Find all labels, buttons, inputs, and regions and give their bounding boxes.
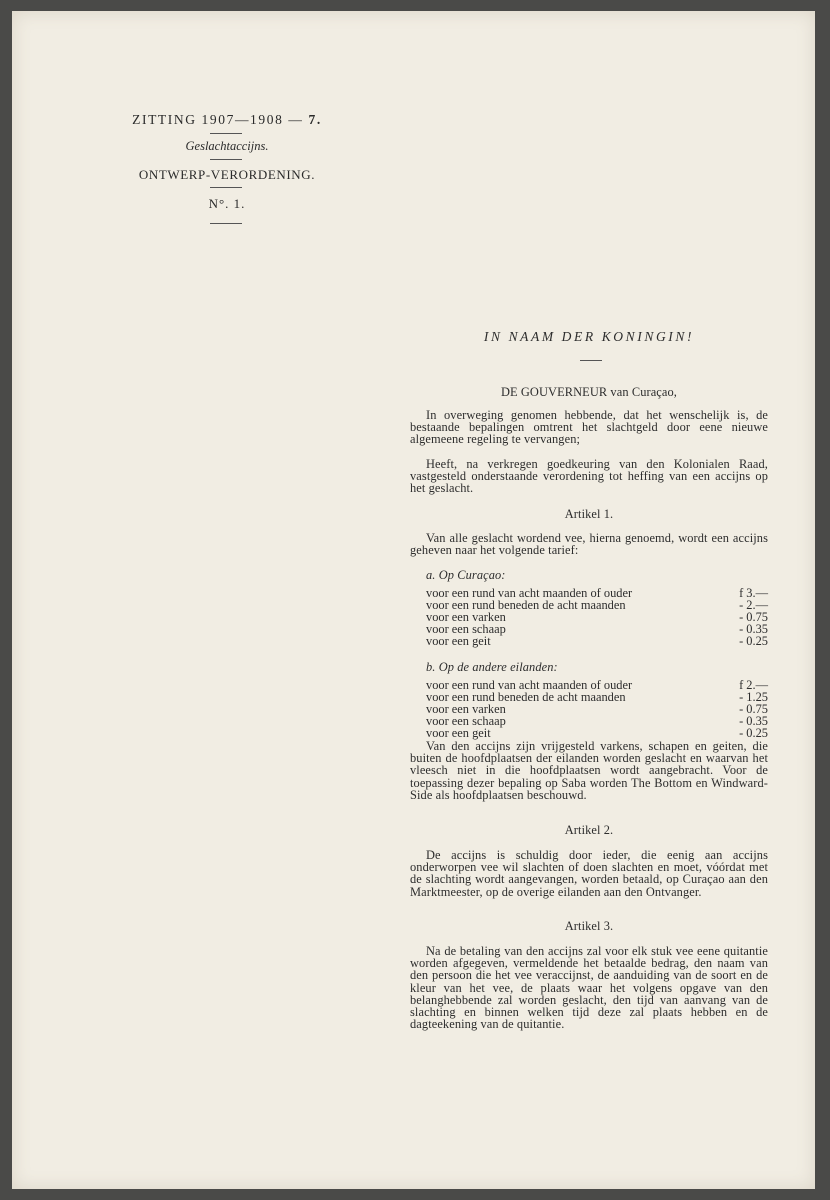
document-page (12, 11, 815, 1189)
invocation-heading: IN NAAM DER KONINGIN! (483, 329, 695, 344)
tariff-amount: - 0.25 (739, 726, 768, 740)
article-heading: Artikel 1. (564, 507, 614, 521)
preamble-paragraph: In overweging genomen hebbende, dat het wenschelijk is, de bestaande bepalingen omtrent het slachtgeld door eene nieuwe algemeene regeling te vervangen; (410, 408, 768, 447)
tariff-item: voor een varken (426, 610, 506, 624)
divider (210, 159, 242, 160)
tariff-amount: f 3.— (739, 586, 768, 600)
session-number: 7. (308, 112, 322, 127)
session-label: ZITTING 1907—1908 (132, 112, 284, 127)
tariff-section-label: b. Op de andere eilanden: (426, 660, 558, 674)
exemption-paragraph: Van den accijns zijn vrijgesteld varkens, schapen en geiten, die buiten de hoofdplaatsen der eilanden worden geslacht en waarvan het vleesch niet in die hoofdplaatsen wordt aangebracht. Voor de toepassing dezer bepaling op Saba worden The Bottom en Windward-Side als hoofdplaatsen beschouwd. (410, 739, 768, 802)
tariff-item: voor een rund beneden de acht maanden (426, 690, 626, 704)
tariff-amount: - 0.75 (739, 702, 768, 716)
tariff-amount: f 2.— (739, 678, 768, 692)
divider (210, 223, 242, 224)
divider (580, 360, 602, 361)
tariff-amount: - 0.25 (739, 634, 768, 648)
article-paragraph: Na de betaling van den accijns zal voor elk stuk vee eene quitantie worden afgegeven, vermeldende het betaalde bedrag, den naam van den persoon die het vee veraccijnst, de aanduiding van de soort en de kleur van het vee, de plaats waar het volgens opgave van den belanghebbende zal worden geslacht, den tijd van aanvang van de slachting en binnen welken tijd deze zal plaats hebben en de dagteekening van de quitantie. (410, 944, 768, 1032)
tariff-item: voor een schaap (426, 622, 506, 636)
tariff-item: voor een geit (426, 726, 491, 740)
tariff-section-label: a. Op Curaçao: (426, 568, 506, 582)
tariff-item: voor een rund beneden de acht maanden (426, 598, 626, 612)
article-heading: Artikel 2. (564, 823, 614, 837)
tariff-item: voor een varken (426, 702, 506, 716)
tariff-item: voor een geit (426, 634, 491, 648)
tariff-item: voor een rund van acht maanden of ouder (426, 678, 633, 692)
tariff-item: voor een rund van acht maanden of ouder (426, 586, 633, 600)
article-paragraph: Van alle geslacht wordend vee, hierna genoemd, wordt een accijns geheven naar het volgende tarief: (410, 531, 768, 558)
tariff-amount: - 0.35 (739, 714, 768, 728)
subject-line: Geslachtaccijns. (185, 139, 269, 153)
tariff-amount: - 2.— (739, 598, 768, 612)
tariff-amount: - 0.35 (739, 622, 768, 636)
divider (210, 187, 242, 188)
issuer-line: DE GOUVERNEUR van Curaçao, (500, 385, 678, 399)
document-type: ONTWERP-VERORDENING. (138, 167, 316, 182)
article-paragraph: De accijns is schuldig door ieder, die eenig aan accijns onderworpen vee wil slachten of doen slachten en moet, vóórdat met de slachting wordt aangevangen, worden betaald, op Curaçao aan den Marktmeester, op de overige eilanden aan den Ontvanger. (410, 848, 768, 899)
tariff-amount: - 1.25 (739, 690, 768, 704)
article-heading: Artikel 3. (564, 919, 614, 933)
session-header: ZITTING 1907—1908 — 7. (132, 112, 322, 127)
document-number: N°. 1. (208, 196, 246, 211)
tariff-item: voor een schaap (426, 714, 506, 728)
tariff-amount: - 0.75 (739, 610, 768, 624)
divider (210, 133, 242, 134)
preamble-paragraph: Heeft, na verkregen goedkeuring van den Kolonialen Raad, vastgesteld onderstaande verordening tot heffing van een accijns op het geslacht. (410, 457, 768, 496)
